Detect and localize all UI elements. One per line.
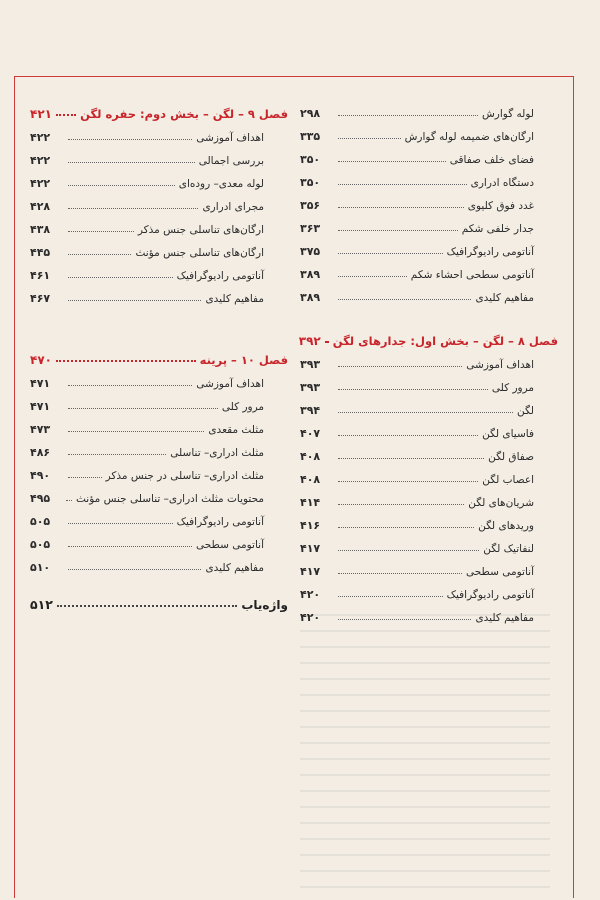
toc-entry[interactable] bbox=[300, 212, 562, 235]
entry-label: مفاهیم کلیدی bbox=[205, 293, 264, 305]
toc-entry[interactable] bbox=[300, 258, 562, 281]
entry-page: ۲۹۸ bbox=[300, 107, 321, 120]
entry-page: ۳۸۹ bbox=[300, 268, 321, 281]
entry-label: غدد فوق کلیوی bbox=[467, 200, 534, 212]
toc-entry[interactable] bbox=[30, 236, 292, 259]
entry-page: ۴۰۷ bbox=[300, 427, 321, 440]
show-through-bleed bbox=[300, 600, 550, 890]
leader-dots bbox=[68, 385, 192, 386]
entry-label: دستگاه ادراری bbox=[470, 177, 534, 189]
entry-page: ۳۹۴ bbox=[300, 404, 321, 417]
entry-label: جدار خلفی شکم bbox=[461, 223, 534, 235]
leader-dots bbox=[68, 208, 198, 209]
entry-label: لوله گوارش bbox=[481, 108, 534, 120]
leader-dots bbox=[338, 207, 464, 208]
leader-dots bbox=[338, 481, 478, 482]
entry-page: ۴۱۷ bbox=[300, 542, 321, 555]
leader-dots bbox=[56, 360, 196, 362]
entry-label: ارگان‌های تناسلی جنس مذکر bbox=[137, 224, 264, 236]
leader-dots bbox=[68, 231, 134, 232]
entry-label: شریان‌های لگن bbox=[468, 497, 534, 509]
toc-entry[interactable] bbox=[30, 282, 292, 305]
entry-page: ۳۸۹ bbox=[300, 291, 321, 304]
entry-page: ۵۰۵ bbox=[30, 515, 51, 528]
toc-entry[interactable] bbox=[30, 259, 292, 282]
toc-entry[interactable] bbox=[300, 120, 562, 143]
leader-dots bbox=[338, 389, 488, 390]
leader-dots bbox=[338, 299, 471, 300]
toc-entry[interactable] bbox=[30, 459, 292, 482]
entry-page: ۳۹۳ bbox=[300, 381, 321, 394]
leader-dots bbox=[68, 431, 204, 432]
entry-page: ۴۲۲ bbox=[30, 177, 51, 190]
leader-dots bbox=[56, 114, 76, 116]
leader-dots bbox=[338, 276, 407, 277]
entry-label: فاسیای لگن bbox=[482, 428, 534, 440]
leader-dots bbox=[338, 435, 478, 436]
toc-entry[interactable] bbox=[30, 436, 292, 459]
entry-label: مفاهیم کلیدی bbox=[475, 612, 534, 624]
leader-dots bbox=[57, 605, 237, 607]
entry-page: ۴۲۰ bbox=[300, 588, 321, 601]
leader-dots bbox=[338, 504, 464, 505]
leader-dots bbox=[338, 366, 462, 367]
leader-dots bbox=[338, 161, 446, 162]
entry-page: ۴۸۶ bbox=[30, 446, 51, 459]
entry-page: ۳۵۶ bbox=[300, 199, 321, 212]
toc-entry[interactable] bbox=[300, 97, 562, 120]
entry-label: مثلث مقعدی bbox=[208, 424, 264, 436]
entry-page: ۳۹۳ bbox=[300, 358, 321, 371]
toc-entry[interactable] bbox=[30, 528, 292, 551]
entry-page: ۴۹۵ bbox=[30, 492, 51, 505]
toc-entry[interactable] bbox=[300, 143, 562, 166]
entry-label: آناتومی سطحی bbox=[465, 566, 534, 578]
toc-entry[interactable] bbox=[300, 166, 562, 189]
entry-label: لوله معدی– روده‌ای bbox=[178, 178, 264, 190]
toc-entry[interactable] bbox=[300, 486, 562, 509]
entry-page: ۴۷۱ bbox=[30, 377, 51, 390]
toc-entry[interactable] bbox=[30, 121, 292, 144]
entry-page: ۴۷۳ bbox=[30, 423, 51, 436]
toc-entry[interactable] bbox=[30, 190, 292, 213]
index-label: واژه‌یاب bbox=[241, 598, 288, 612]
leader-dots bbox=[66, 500, 72, 501]
entry-page: ۳۵۰ bbox=[300, 153, 321, 166]
leader-dots bbox=[68, 185, 175, 186]
entry-label: اهداف آموزشی bbox=[196, 378, 264, 390]
entry-label: ارگان‌های ضمیمه لوله گوارش bbox=[404, 131, 534, 143]
chapter-title: فصل ۹ – لگن – بخش دوم: حفره لگن bbox=[80, 107, 288, 121]
leader-dots bbox=[68, 254, 131, 255]
entry-label: لگن bbox=[517, 405, 534, 417]
toc-left-column bbox=[30, 97, 292, 612]
entry-label: مرور کلی bbox=[491, 382, 534, 394]
toc-entry[interactable] bbox=[300, 463, 562, 486]
entry-label: محتویات مثلث ادراری– تناسلی جنس مؤنث bbox=[75, 493, 264, 505]
leader-dots bbox=[338, 230, 458, 231]
entry-label: آناتومی رادیوگرافیک bbox=[446, 246, 534, 258]
leader-dots bbox=[338, 596, 443, 597]
toc-entry[interactable] bbox=[30, 144, 292, 167]
toc-entry[interactable] bbox=[300, 235, 562, 258]
leader-dots bbox=[325, 341, 329, 343]
toc-entry[interactable] bbox=[300, 578, 562, 601]
chapter-title: فصل ۱۰ – پرینه bbox=[199, 353, 288, 367]
index-entry[interactable] bbox=[30, 588, 292, 612]
toc-entry[interactable] bbox=[30, 167, 292, 190]
chapter-title: فصل ۸ – لگن – بخش اول: جدارهای لگن bbox=[332, 334, 558, 348]
entry-label: آناتومی رادیوگرافیک bbox=[446, 589, 534, 601]
chapter-page: ۴۲۱ bbox=[30, 107, 52, 121]
entry-page: ۳۵۰ bbox=[300, 176, 321, 189]
toc-entry[interactable] bbox=[300, 440, 562, 463]
toc-entry[interactable] bbox=[300, 509, 562, 532]
entry-label: آناتومی رادیوگرافیک bbox=[176, 516, 264, 528]
chapter-9-heading[interactable] bbox=[30, 97, 292, 121]
entry-label: صفاق لگن bbox=[488, 451, 534, 463]
entry-label: وریدهای لگن bbox=[478, 520, 534, 532]
chapter-9-list bbox=[30, 121, 292, 305]
leader-dots bbox=[68, 477, 102, 478]
toc-entry[interactable] bbox=[30, 213, 292, 236]
leader-dots bbox=[68, 523, 173, 524]
entry-page: ۴۱۴ bbox=[300, 496, 321, 509]
entry-page: ۴۲۸ bbox=[30, 200, 51, 213]
entry-page: ۵۰۵ bbox=[30, 538, 51, 551]
toc-entry[interactable] bbox=[30, 482, 292, 505]
chapter-10-heading[interactable] bbox=[30, 343, 292, 367]
leader-dots bbox=[338, 619, 471, 620]
leader-dots bbox=[68, 277, 173, 278]
toc-entry[interactable] bbox=[300, 394, 562, 417]
entry-label: مفاهیم کلیدی bbox=[205, 562, 264, 574]
chapter-page: ۴۷۰ bbox=[30, 353, 52, 367]
toc-list-abdomen bbox=[300, 97, 562, 304]
entry-label: مجرای ادراری bbox=[202, 201, 264, 213]
entry-label: بررسی اجمالی bbox=[198, 155, 264, 167]
entry-page: ۴۷۱ bbox=[30, 400, 51, 413]
toc-entry[interactable] bbox=[300, 348, 562, 371]
leader-dots bbox=[338, 115, 478, 116]
leader-dots bbox=[338, 458, 484, 459]
leader-dots bbox=[68, 408, 218, 409]
entry-page: ۴۰۸ bbox=[300, 450, 321, 463]
leader-dots bbox=[338, 412, 513, 413]
entry-page: ۴۹۰ bbox=[30, 469, 51, 482]
leader-dots bbox=[338, 184, 467, 185]
leader-dots bbox=[68, 569, 201, 570]
toc-entry[interactable] bbox=[300, 555, 562, 578]
leader-dots bbox=[338, 573, 462, 574]
entry-page: ۴۶۷ bbox=[30, 292, 51, 305]
leader-dots bbox=[338, 253, 443, 254]
toc-entry[interactable] bbox=[30, 367, 292, 390]
entry-label: لنفاتیک لگن bbox=[483, 543, 534, 555]
leader-dots bbox=[68, 162, 195, 163]
entry-page: ۴۰۸ bbox=[300, 473, 321, 486]
entry-page: ۴۲۰ bbox=[300, 611, 321, 624]
entry-page: ۳۶۳ bbox=[300, 222, 321, 235]
toc-entry[interactable] bbox=[300, 189, 562, 212]
entry-label: آناتومی سطحی bbox=[195, 539, 264, 551]
entry-label: ارگان‌های تناسلی جنس مؤنث bbox=[135, 247, 264, 259]
entry-label: اهداف آموزشی bbox=[196, 132, 264, 144]
entry-label: آناتومی سطحی احشاء شکم bbox=[410, 269, 534, 281]
chapter-8-heading[interactable] bbox=[300, 324, 562, 348]
entry-label: مثلث ادراری– تناسلی در جنس مذکر bbox=[105, 470, 264, 482]
toc-right-column bbox=[300, 97, 562, 624]
toc-entry[interactable] bbox=[30, 390, 292, 413]
entry-label: اهداف آموزشی bbox=[466, 359, 534, 371]
leader-dots bbox=[68, 300, 201, 301]
entry-label: مفاهیم کلیدی bbox=[475, 292, 534, 304]
entry-page: ۴۱۶ bbox=[300, 519, 321, 532]
entry-page: ۴۶۱ bbox=[30, 269, 51, 282]
toc-entry[interactable] bbox=[30, 551, 292, 574]
toc-entry[interactable] bbox=[30, 505, 292, 528]
entry-page: ۴۳۸ bbox=[30, 223, 51, 236]
entry-label: فضای خلف صفاقی bbox=[449, 154, 534, 166]
entry-page: ۴۴۵ bbox=[30, 246, 51, 259]
entry-label: اعصاب لگن bbox=[482, 474, 534, 486]
toc-entry[interactable] bbox=[30, 413, 292, 436]
chapter-8-list bbox=[300, 348, 562, 624]
leader-dots bbox=[338, 550, 479, 551]
leader-dots bbox=[68, 454, 166, 455]
entry-page: ۵۱۰ bbox=[30, 561, 51, 574]
index-page: ۵۱۲ bbox=[30, 597, 53, 612]
toc-entry[interactable] bbox=[300, 601, 562, 624]
entry-page: ۴۲۲ bbox=[30, 154, 51, 167]
leader-dots bbox=[68, 546, 192, 547]
toc-entry[interactable] bbox=[300, 532, 562, 555]
chapter-page: ۳۹۲ bbox=[298, 334, 321, 348]
toc-entry[interactable] bbox=[300, 417, 562, 440]
entry-page: ۴۲۲ bbox=[30, 131, 51, 144]
entry-page: ۴۱۷ bbox=[300, 565, 321, 578]
leader-dots bbox=[338, 527, 474, 528]
entry-label: مرور کلی bbox=[221, 401, 264, 413]
entry-label: آناتومی رادیوگرافیک bbox=[176, 270, 264, 282]
entry-page: ۳۳۵ bbox=[300, 130, 321, 143]
leader-dots bbox=[338, 138, 401, 139]
leader-dots bbox=[68, 139, 192, 140]
toc-entry[interactable] bbox=[300, 371, 562, 394]
entry-label: مثلث ادراری– تناسلی bbox=[170, 447, 264, 459]
toc-entry[interactable] bbox=[300, 281, 562, 304]
chapter-10-list bbox=[30, 367, 292, 574]
entry-page: ۳۷۵ bbox=[300, 245, 321, 258]
